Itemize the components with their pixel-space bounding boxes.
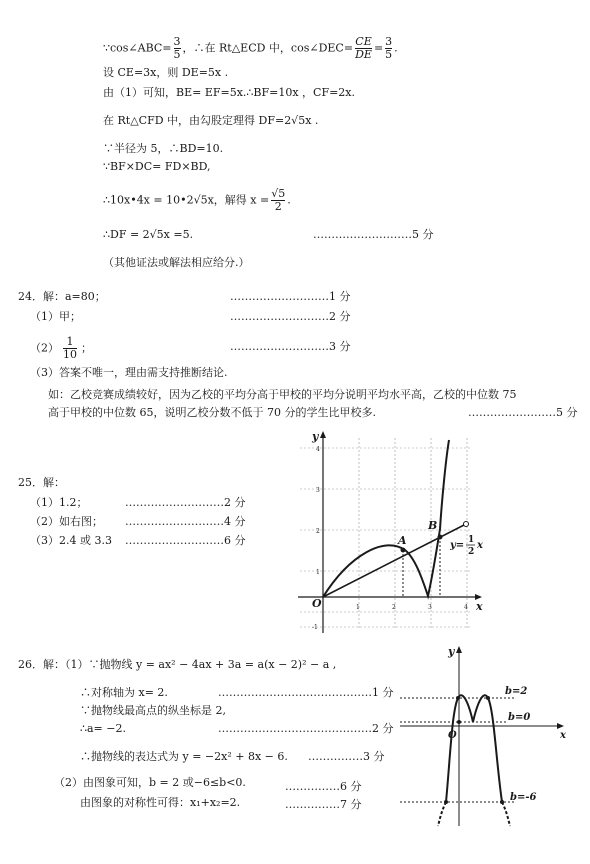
q23-line-2: 设 CE=3x，则 DE=5x .: [103, 66, 229, 79]
x-axis-label: x: [476, 600, 483, 613]
parabola-curve: [446, 695, 502, 802]
q23-line-1: [103, 36, 398, 61]
origin-label: O: [448, 730, 457, 741]
q24-line-3-score: ………………………3 分: [230, 340, 351, 353]
denominator: 5: [173, 48, 181, 61]
q23-line-6: ∵BF×DC= FD×BD,: [103, 160, 211, 173]
q25-line-2: （2）如右图；: [30, 515, 103, 528]
fraction: [271, 188, 285, 213]
q26-graph: [398, 640, 576, 828]
point: [486, 696, 490, 700]
point: [457, 720, 461, 724]
q23-line-4: 在 Rt△CFD 中，由勾股定理得 DF=2√5x .: [103, 114, 319, 127]
line-end-point: [464, 522, 469, 527]
q26-line-6-score: ……………6 分: [285, 780, 362, 793]
y-tick: 3: [316, 487, 320, 494]
q26-line-4-score: ……………………………………2 分: [218, 722, 394, 735]
q25-graph: [290, 428, 490, 633]
text: =: [373, 41, 384, 55]
y-tick: 2: [316, 528, 320, 535]
point: [500, 800, 504, 804]
numerator: 3: [173, 35, 181, 48]
denominator: DE: [355, 48, 372, 61]
x-tick: 4: [464, 604, 468, 611]
y-tick: 1: [316, 569, 320, 576]
x-tick: 1: [356, 604, 360, 611]
y-axis-label: y: [312, 430, 319, 443]
q23-line-9: （其他证法或解法相应给分.）: [103, 256, 250, 269]
q26-line-1: 26．解：（1）∵抛物线 y = ax² − 4ax + 3a = a(x − 2)² − a ,: [18, 658, 337, 671]
fraction: [174, 36, 181, 61]
q26-line-4: ∴a= −2.: [80, 722, 126, 735]
text: .: [287, 193, 291, 207]
x-axis-arrow: [557, 723, 564, 729]
q23-line-7: [103, 188, 291, 213]
origin-label: O: [312, 597, 322, 610]
point-b: [438, 535, 443, 540]
point-b-label: B: [428, 519, 438, 532]
q24-line-6-score: ……………………5 分: [468, 406, 578, 419]
numerator: 3: [385, 35, 393, 48]
y-axis-label: y: [448, 645, 455, 658]
line-label-y: y=: [450, 540, 465, 551]
q24-line-6: 高于甲校的中位数 65，说明乙校分数不低于 70 分的学生比甲校多.: [48, 406, 376, 419]
text: ∴10x•4x = 10•2√5x，解得 x =: [103, 193, 270, 207]
x-tick: 2: [392, 604, 396, 611]
y-axis-arrow: [456, 646, 462, 653]
q26-line-3: ∵抛物线最高点的纵坐标是 2,: [80, 704, 226, 717]
q23-line-8: ∴DF = 2√5x =5.: [103, 228, 194, 241]
point-a-label: A: [398, 534, 407, 547]
fraction: [63, 336, 77, 361]
point-a: [401, 548, 406, 553]
text: ；: [81, 341, 92, 355]
label-b2: b=2: [505, 686, 528, 697]
q25-line-1: （1）1.2；: [30, 496, 88, 509]
q26-line-7-score: ……………7 分: [285, 798, 362, 811]
q23-line-5: ∵半径为 5，∴BD=10.: [103, 142, 224, 155]
text: .: [394, 41, 398, 55]
q24-line-3: [30, 336, 92, 361]
q25-line-1-score: ………………………2 分: [125, 496, 246, 509]
q26-line-7: 由图象的对称性可得：x₁+x₂=2.: [80, 796, 241, 809]
x-tick: 3: [428, 604, 432, 611]
text: （2）: [30, 341, 59, 355]
q26-line-2-score: ……………………………………1 分: [218, 686, 394, 699]
q25-line-2-score: ………………………4 分: [125, 515, 246, 528]
q24-line-1: 24．解：a=80；: [18, 290, 106, 303]
q25-line-3: （3）2.4 或 3.3: [30, 534, 112, 547]
text: ∵cos∠ABC=: [103, 41, 172, 55]
line-half-x: [323, 524, 466, 597]
line-label-x: x: [477, 540, 483, 551]
parabola-lower: [438, 802, 510, 826]
q25-line-3-score: ………………………6 分: [125, 534, 246, 547]
q26-line-5: ∴抛物线的表达式为 y = −2x² + 8x − 6.: [80, 750, 288, 763]
numerator: √5: [271, 187, 286, 200]
point: [456, 696, 460, 700]
q23-line-3: 由（1）可知，BE= EF=5x.∴BF=10x ，CF=2x.: [103, 86, 355, 99]
x-axis-label: x: [560, 730, 566, 741]
q26-line-6: （2）由图象可知，b = 2 或−6≤b<0.: [54, 776, 246, 789]
numerator: CE: [355, 35, 372, 48]
label-bm6: b=-6: [510, 792, 537, 803]
q24-line-2-score: ………………………2 分: [230, 310, 351, 323]
denominator: 2: [274, 200, 282, 213]
q24-line-4: （3）答案不唯一，理由需支持推断结论.: [30, 366, 228, 379]
q24-line-1-score: ………………………1 分: [230, 290, 351, 303]
fraction: [385, 36, 392, 61]
line-label-num: 1: [468, 535, 475, 545]
q25-title: 25．解：: [18, 476, 65, 489]
y-axis-arrow: [320, 431, 326, 438]
q26-line-2: ∴对称轴为 x= 2.: [80, 686, 168, 699]
q24-line-5: 如：乙校竞赛成绩较好，因为乙校的平均分高于甲校的平均分说明平均水平高，乙校的中位数 75: [48, 388, 517, 401]
text: ，∴在 Rt△ECD 中，cos∠DEC=: [182, 41, 354, 55]
line-label-den: 2: [468, 547, 475, 557]
q26-line-5-score: ……………3 分: [308, 750, 385, 763]
q24-line-2: （1）甲；: [30, 310, 81, 323]
denominator: 10: [63, 348, 77, 361]
fraction: [355, 36, 372, 61]
numerator: 1: [63, 336, 77, 349]
y-tick: 4: [316, 446, 320, 453]
y-tick: -1: [312, 624, 318, 631]
denominator: 5: [385, 48, 393, 61]
q23-line-8-score: ………………………5 分: [313, 228, 434, 241]
label-b0: b=0: [508, 712, 531, 723]
point: [444, 800, 448, 804]
